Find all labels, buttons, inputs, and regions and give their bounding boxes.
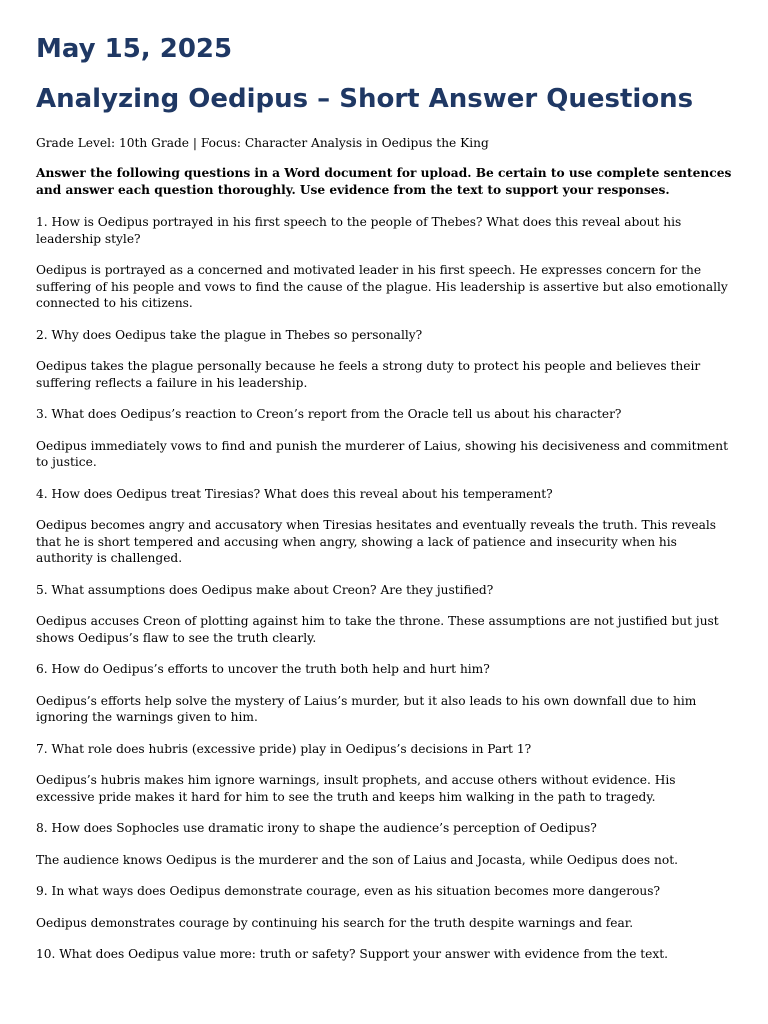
- answer-3: Oedipus immediately vows to find and punish the murderer of Laius, showing his decisiveness and commitment to justice.: [36, 438, 728, 469]
- document-date: May 15, 2025: [36, 34, 233, 64]
- question-3: 3. What does Oedipus’s reaction to Creon’s report from the Oracle tell us about his character?: [36, 407, 622, 421]
- answer-1: Oedipus is portrayed as a concerned and motivated leader in his first speech. He expresses concern for the suffering of his people and vows to find the cause of the plague. His leadership is assertive but also emotionally connected to his citizens.: [36, 263, 728, 310]
- question-5: 5. What assumptions does Oedipus make about Creon? Are they justified?: [36, 582, 494, 597]
- grade-focus-line: Grade Level: 10th Grade | Focus: Character Analysis in Oedipus the King: [36, 136, 489, 150]
- answer-6: Oedipus’s efforts help solve the mystery of Laius’s murder, but it also leads to his own downfall due to him ignoring the warnings given to him.: [36, 693, 697, 724]
- answer-2: Oedipus takes the plague personally because he feels a strong duty to protect his people and believes their suffering reflects a failure in his leadership.: [36, 359, 701, 390]
- question-9: 9. In what ways does Oedipus demonstrate courage, even as his situation becomes more dangerous?: [36, 884, 661, 898]
- document-page: [36, 30, 736, 963]
- document-title: Analyzing Oedipus – Short Answer Questions: [36, 84, 694, 114]
- question-4: 4. How does Oedipus treat Tiresias? What does this reveal about his temperament?: [36, 486, 553, 501]
- answer-7: Oedipus’s hubris makes him ignore warnings, insult prophets, and accuse others without evidence. His excessive pride makes it hard for him to see the truth and keeps him walking in the path to tragedy.: [36, 773, 676, 804]
- answer-5: Oedipus accuses Creon of plotting against him to take the throne. These assumptions are not justified but just shows Oedipus’s flaw to see the truth clearly.: [36, 614, 719, 645]
- question-7: 7. What role does hubris (excessive pride) play in Oedipus’s decisions in Part 1?: [36, 741, 532, 756]
- answer-8: The audience knows Oedipus is the murderer and the son of Laius and Jocasta, while Oedipus does not.: [36, 852, 678, 867]
- answer-4: Oedipus becomes angry and accusatory when Tiresias hesitates and eventually reveals the truth. This reveals that he is short tempered and accusing when angry, showing a lack of patience and insecurity when his authority is challenged.: [36, 518, 717, 565]
- question-list: [36, 214, 736, 963]
- question-8: 8. How does Sophocles use dramatic irony to shape the audience’s perception of Oedipus?: [36, 821, 597, 835]
- question-1: 1. How is Oedipus portrayed in his first speech to the people of Thebes? What does this reveal about his leadership style?: [36, 215, 682, 246]
- question-2: 2. Why does Oedipus take the plague in Thebes so personally?: [36, 327, 423, 342]
- answer-9: Oedipus demonstrates courage by continuing his search for the truth despite warnings and fear.: [36, 915, 634, 930]
- question-10: 10. What does Oedipus value more: truth or safety? Support your answer with evidence from the text.: [36, 947, 669, 961]
- instructions: Answer the following questions in a Word document for upload. Be certain to use complete sentences and answer each question thoroughly. Use evidence from the text to support your responses.: [36, 166, 732, 197]
- question-6: 6. How do Oedipus’s efforts to uncover the truth both help and hurt him?: [36, 662, 490, 676]
